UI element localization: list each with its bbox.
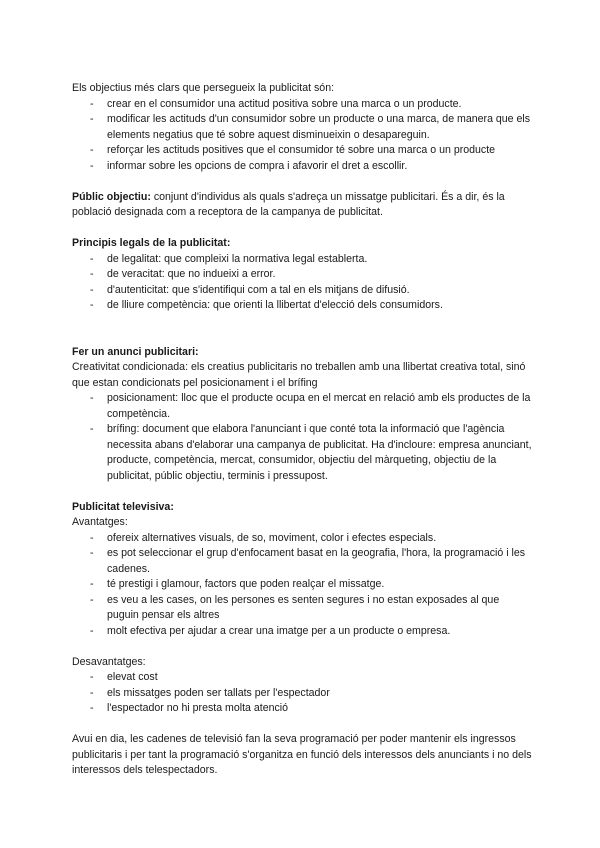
public-objectiu-paragraph [72,190,532,221]
list-item: - l'espectador no hi presta molta atenció [72,701,532,717]
anunci-list [72,391,532,484]
list-item: - reforçar les actituds positives que el consumidor té sobre una marca o un producte [72,143,532,159]
list-item: - de legalitat: que compleixi la normativa legal establerta. [72,252,532,268]
list-item: - els missatges poden ser tallats per l'espectador [72,686,532,702]
principis-list [72,252,532,314]
list-item: - de veracitat: que no indueixi a error. [72,267,532,283]
list-item: - es pot seleccionar el grup d'enfocament basat en la geografia, l'hora, la programació i les cadenes. [72,546,532,577]
list-item: - té prestigi i glamour, factors que poden realçar el missatge. [72,577,532,593]
desavantatges-list [72,670,532,717]
principis-title: Principis legals de la publicitat: [72,237,231,249]
avantatges-list [72,531,532,640]
anunci-text: Creativitat condicionada: els creatius publicitaris no treballen amb una llibertat creativa total, sinó que estan condicionats pel posicionament i el brífing [72,361,526,389]
avantatges-label: Avantatges: [72,516,128,528]
list-item: - modificar les actituds d'un consumidor sobre un producte o una marca, de manera que els elements negatius que té sobre aquest disminueixin o desapareguin. [72,112,532,143]
public-objectiu-text: conjunt d'individus als quals s'adreça un missatge publicitari. És a dir, és la població designada com a receptora de la campanya de publicitat. [72,190,505,218]
list-item: - informar sobre les opcions de compra i afavorir el dret a escollir. [72,159,532,175]
list-item: - es veu a les cases, on les persones es senten segures i no estan exposades al que puguin pensar els altres [72,593,532,624]
objectius-intro: Els objectius més clars que persegueix la publicitat són: [72,82,335,94]
desavantatges-label: Desavantatges: [72,655,146,668]
list-item: - posicionament: lloc que el producte ocupa en el mercat en relació amb els productes de la competència. [72,391,532,422]
list-item: - crear en el consumidor una actitud positiva sobre una marca o un producte. [72,97,532,113]
list-item: - d'autenticitat: que s'identifiqui com a tal en els mitjans de difusió. [72,283,532,299]
televisiva-title: Publicitat televisiva: [72,500,174,513]
list-item: - molt efectiva per ajudar a crear una imatge per a un producte o empresa. [72,624,532,640]
anunci-title: Fer un anunci publicitari: [72,345,199,358]
objectius-list [72,97,532,175]
public-objectiu-label: Públic objectiu: [72,190,151,203]
document-page [72,81,532,779]
list-item: - de lliure competència: que orienti la llibertat d'elecció dels consumidors. [72,298,532,314]
list-item: - elevat cost [72,670,532,686]
list-item: - brífing: document que elabora l'anunciant i que conté tota la informació que l'agència necessita abans d'elaborar una campanya de publicitat. Ha d'incloure: empresa anunciant, producte, competència, mercat, consumidor, objectiu del màrqueting, objectiu de la publicitat, públic objectiu, terminis i pressupost. [72,422,532,484]
list-item: - ofereix alternatives visuals, de so, moviment, color i efectes especials. [72,531,532,547]
conclusio-paragraph: Avui en dia, les cadenes de televisió fan la seva programació per poder mantenir els ingressos publicitaris i per tant la programació s'organitza en funció dels interessos dels anunciants i no dels interessos dels telespectadors. [72,733,532,776]
